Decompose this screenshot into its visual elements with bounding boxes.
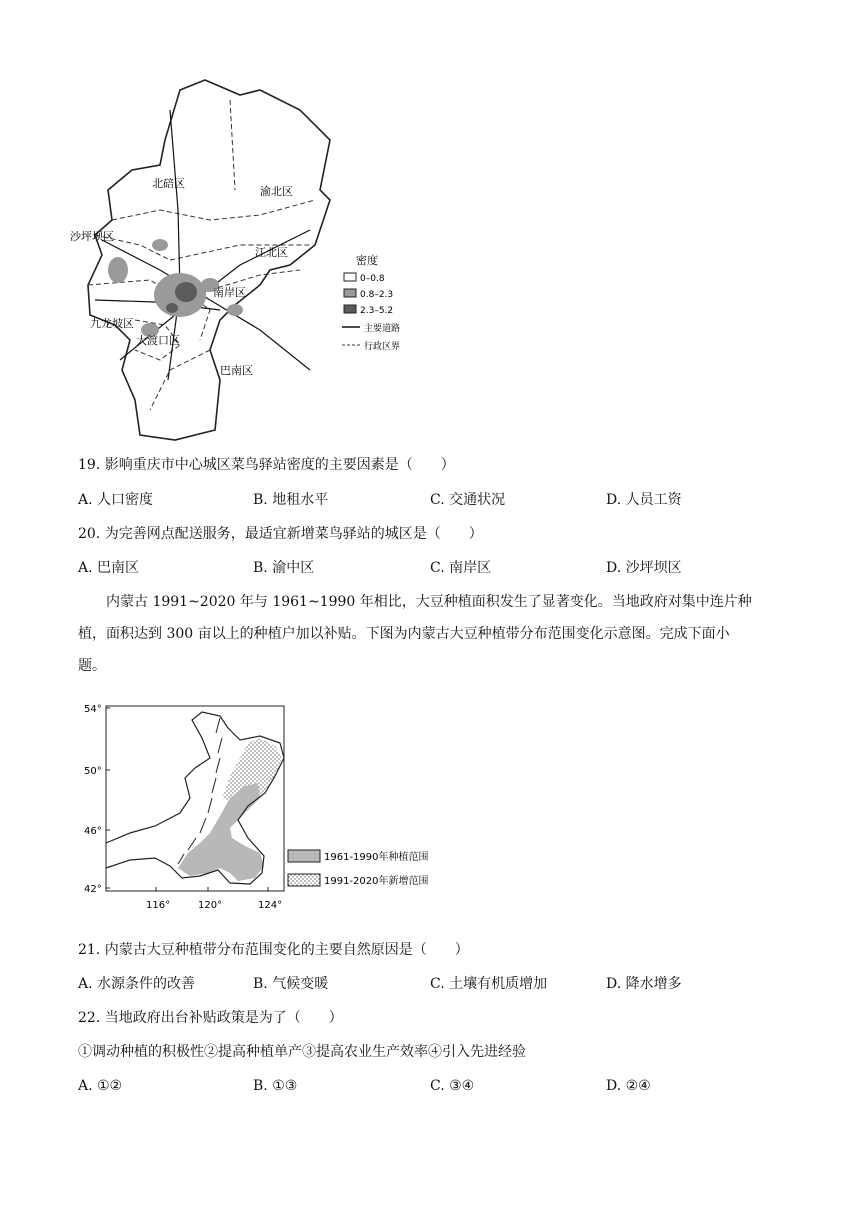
inner-mongolia-soybean-map <box>70 698 470 916</box>
lat-54: 54° <box>84 704 102 715</box>
q19-option-c: C. 交通状况 <box>430 492 506 508</box>
q21-option-a: A. 水源条件的改善 <box>78 976 196 992</box>
q21-option-b: B. 气候变暖 <box>253 976 329 992</box>
q22-option-a: A. ①② <box>78 1078 123 1094</box>
legend-main-road: 主要道路 <box>364 324 401 334</box>
q20-option-a: A. 巴南区 <box>78 560 140 576</box>
lon-116: 116° <box>146 900 171 911</box>
legend-density-low: 0–0.8 <box>360 274 385 284</box>
q19-stem: 19. 影响重庆市中心城区菜鸟驿站密度的主要因素是（ ） <box>78 457 455 473</box>
legend-1961-1990-range: 1961-1990年种植范围 <box>324 852 429 863</box>
legend-title: 密度 <box>356 254 378 267</box>
intro-line-2: 植，面积达到 300 亩以上的种植户加以补贴。下图为内蒙古大豆种植带分布范围变化示意图。完成下面小 <box>78 626 730 642</box>
q22-statements: ①调动种植的积极性②提高种植单产③提高农业生产效率④引入先进经验 <box>78 1044 526 1060</box>
q20-option-b: B. 渝中区 <box>253 560 315 576</box>
district-label-beibei: 北碚区 <box>152 177 185 190</box>
district-label-shapingba: 沙坪坝区 <box>70 230 114 243</box>
q20-option-c: C. 南岸区 <box>430 560 492 576</box>
legend-density-high: 2.3–5.2 <box>360 306 394 316</box>
lon-120: 120° <box>198 900 223 911</box>
legend-1991-2020-new-range: 1991-2020年新增范围 <box>324 876 429 887</box>
lat-42: 42° <box>84 884 102 895</box>
legend-density-mid: 0.8–2.3 <box>360 290 394 300</box>
q19-option-d: D. 人员工资 <box>606 492 682 508</box>
lat-46: 46° <box>84 826 102 837</box>
lat-50: 50° <box>84 766 102 777</box>
district-label-jiulongpo: 九龙坡区 <box>90 317 134 330</box>
map2-legend <box>288 850 429 887</box>
q21-option-c: C. 土壤有机质增加 <box>430 976 548 992</box>
district-label-dadukou: 大渡口区 <box>136 334 180 347</box>
q22-option-d: D. ②④ <box>606 1078 651 1094</box>
q21-option-d: D. 降水增多 <box>606 976 682 992</box>
q22-stem: 22. 当地政府出台补贴政策是为了（ ） <box>78 1010 343 1026</box>
q19-option-b: B. 地租水平 <box>253 492 329 508</box>
legend-admin-boundary: 行政区界 <box>364 342 401 352</box>
q20-option-d: D. 沙坪坝区 <box>606 560 682 576</box>
lon-124: 124° <box>258 900 283 911</box>
map1-legend <box>342 253 400 352</box>
q22-option-b: B. ①③ <box>253 1078 298 1094</box>
district-label-banan: 巴南区 <box>220 364 253 377</box>
district-label-nanan: 南岸区 <box>213 286 246 299</box>
intro-line-1: 内蒙古 1991~2020 年与 1961~1990 年相比，大豆种植面积发生了显著变化。当地政府对集中连片种 <box>106 594 752 610</box>
q19-option-a: A. 人口密度 <box>78 492 154 508</box>
chongqing-district-map <box>60 70 440 450</box>
district-label-jiangbei: 江北区 <box>255 246 288 259</box>
q22-option-c: C. ③④ <box>430 1078 475 1094</box>
q20-stem: 20. 为完善网点配送服务，最适宜新增菜鸟驿站的城区是（ ） <box>78 526 483 542</box>
district-label-yubei: 渝北区 <box>260 185 293 198</box>
q21-stem: 21. 内蒙古大豆种植带分布范围变化的主要自然原因是（ ） <box>78 942 469 958</box>
intro-line-3: 题。 <box>78 658 106 674</box>
